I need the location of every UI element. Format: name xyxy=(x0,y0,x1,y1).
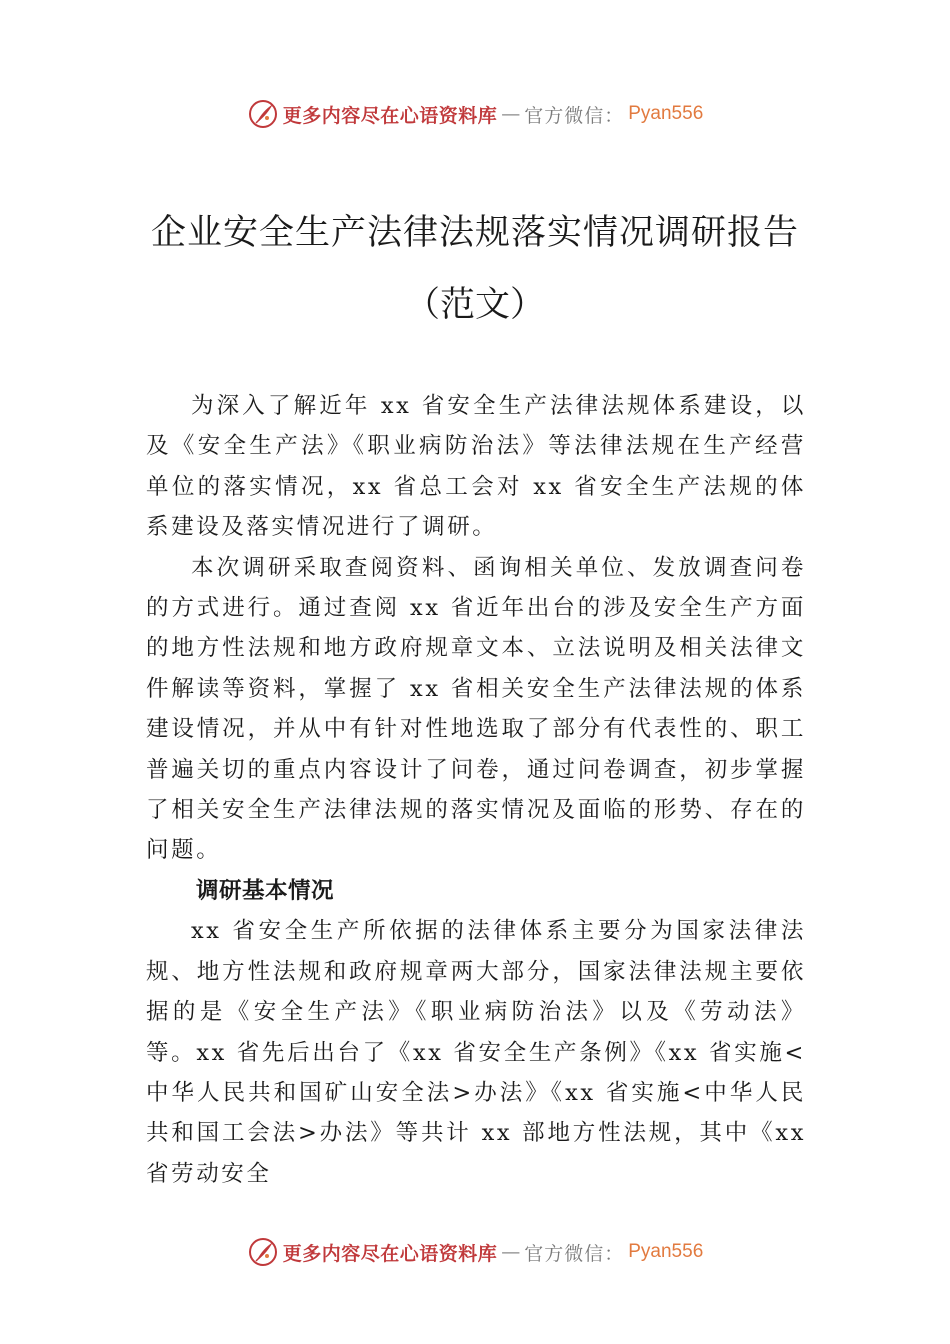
body-paragraph-2: 本次调研采取查阅资料、函询相关单位、发放调查问卷的方式进行。通过查阅 xx 省近年出台的涉及安全生产方面的地方性法规和地方政府规章文本、立法说明及相关法律文件解读等资料，掌握了 xx 省相关安全生产法律法规的体系建设情况，并从中有针对性地选取了部分有代表性的、职工普遍关切的重点内容设计了问卷，通过问卷调查，初步掌握了相关安全生产法律法规的落实情况及面临的形势、存在的问题。 xyxy=(146,554,806,864)
document-body xyxy=(146,386,806,1194)
banner-wechat-label: 官方微信： xyxy=(524,104,625,127)
header-watermark-banner xyxy=(0,94,950,134)
banner-separator: — xyxy=(501,1241,521,1263)
feather-pen-logo-icon xyxy=(247,1236,279,1268)
banner-lead-text: 更多内容尽在心语资料库 xyxy=(282,104,498,127)
banner-lead-text: 更多内容尽在心语资料库 xyxy=(282,1242,498,1265)
footer-watermark-banner xyxy=(0,1232,950,1272)
feather-pen-logo-icon xyxy=(247,98,279,130)
section-heading: 调研基本情况 xyxy=(196,877,335,904)
banner-wechat-label: 官方微信： xyxy=(524,1242,625,1265)
banner-wechat-id: Pyan556 xyxy=(628,1241,704,1262)
banner-separator: — xyxy=(501,103,521,125)
body-paragraph-1: 为深入了解近年 xx 省安全生产法律法规体系建设，以及《安全生产法》《职业病防治法》等法律法规在生产经营单位的落实情况，xx 省总工会对 xx 省安全生产法规的体系建设及落实情况进行了调研。 xyxy=(146,393,806,541)
document-subtitle: （范文） xyxy=(404,285,545,325)
document-title: 企业安全生产法律法规落实情况调研报告 xyxy=(150,213,799,253)
banner-wechat-id: Pyan556 xyxy=(628,103,704,124)
section-paragraph: xx 省安全生产所依据的法律体系主要分为国家法律法规、地方性法规和政府规章两大部分，国家法律法规主要依据的是《安全生产法》《职业病防治法》以及《劳动法》等。xx 省先后出台了《xx 省安全生产条例》《xx 省实施<中华人民共和国矿山安全法>办法》《xx 省实施<中华人民共和国工会法>办法》等共计 xx 部地方性法规，其中《xx 省劳动安全 xyxy=(146,918,806,1187)
